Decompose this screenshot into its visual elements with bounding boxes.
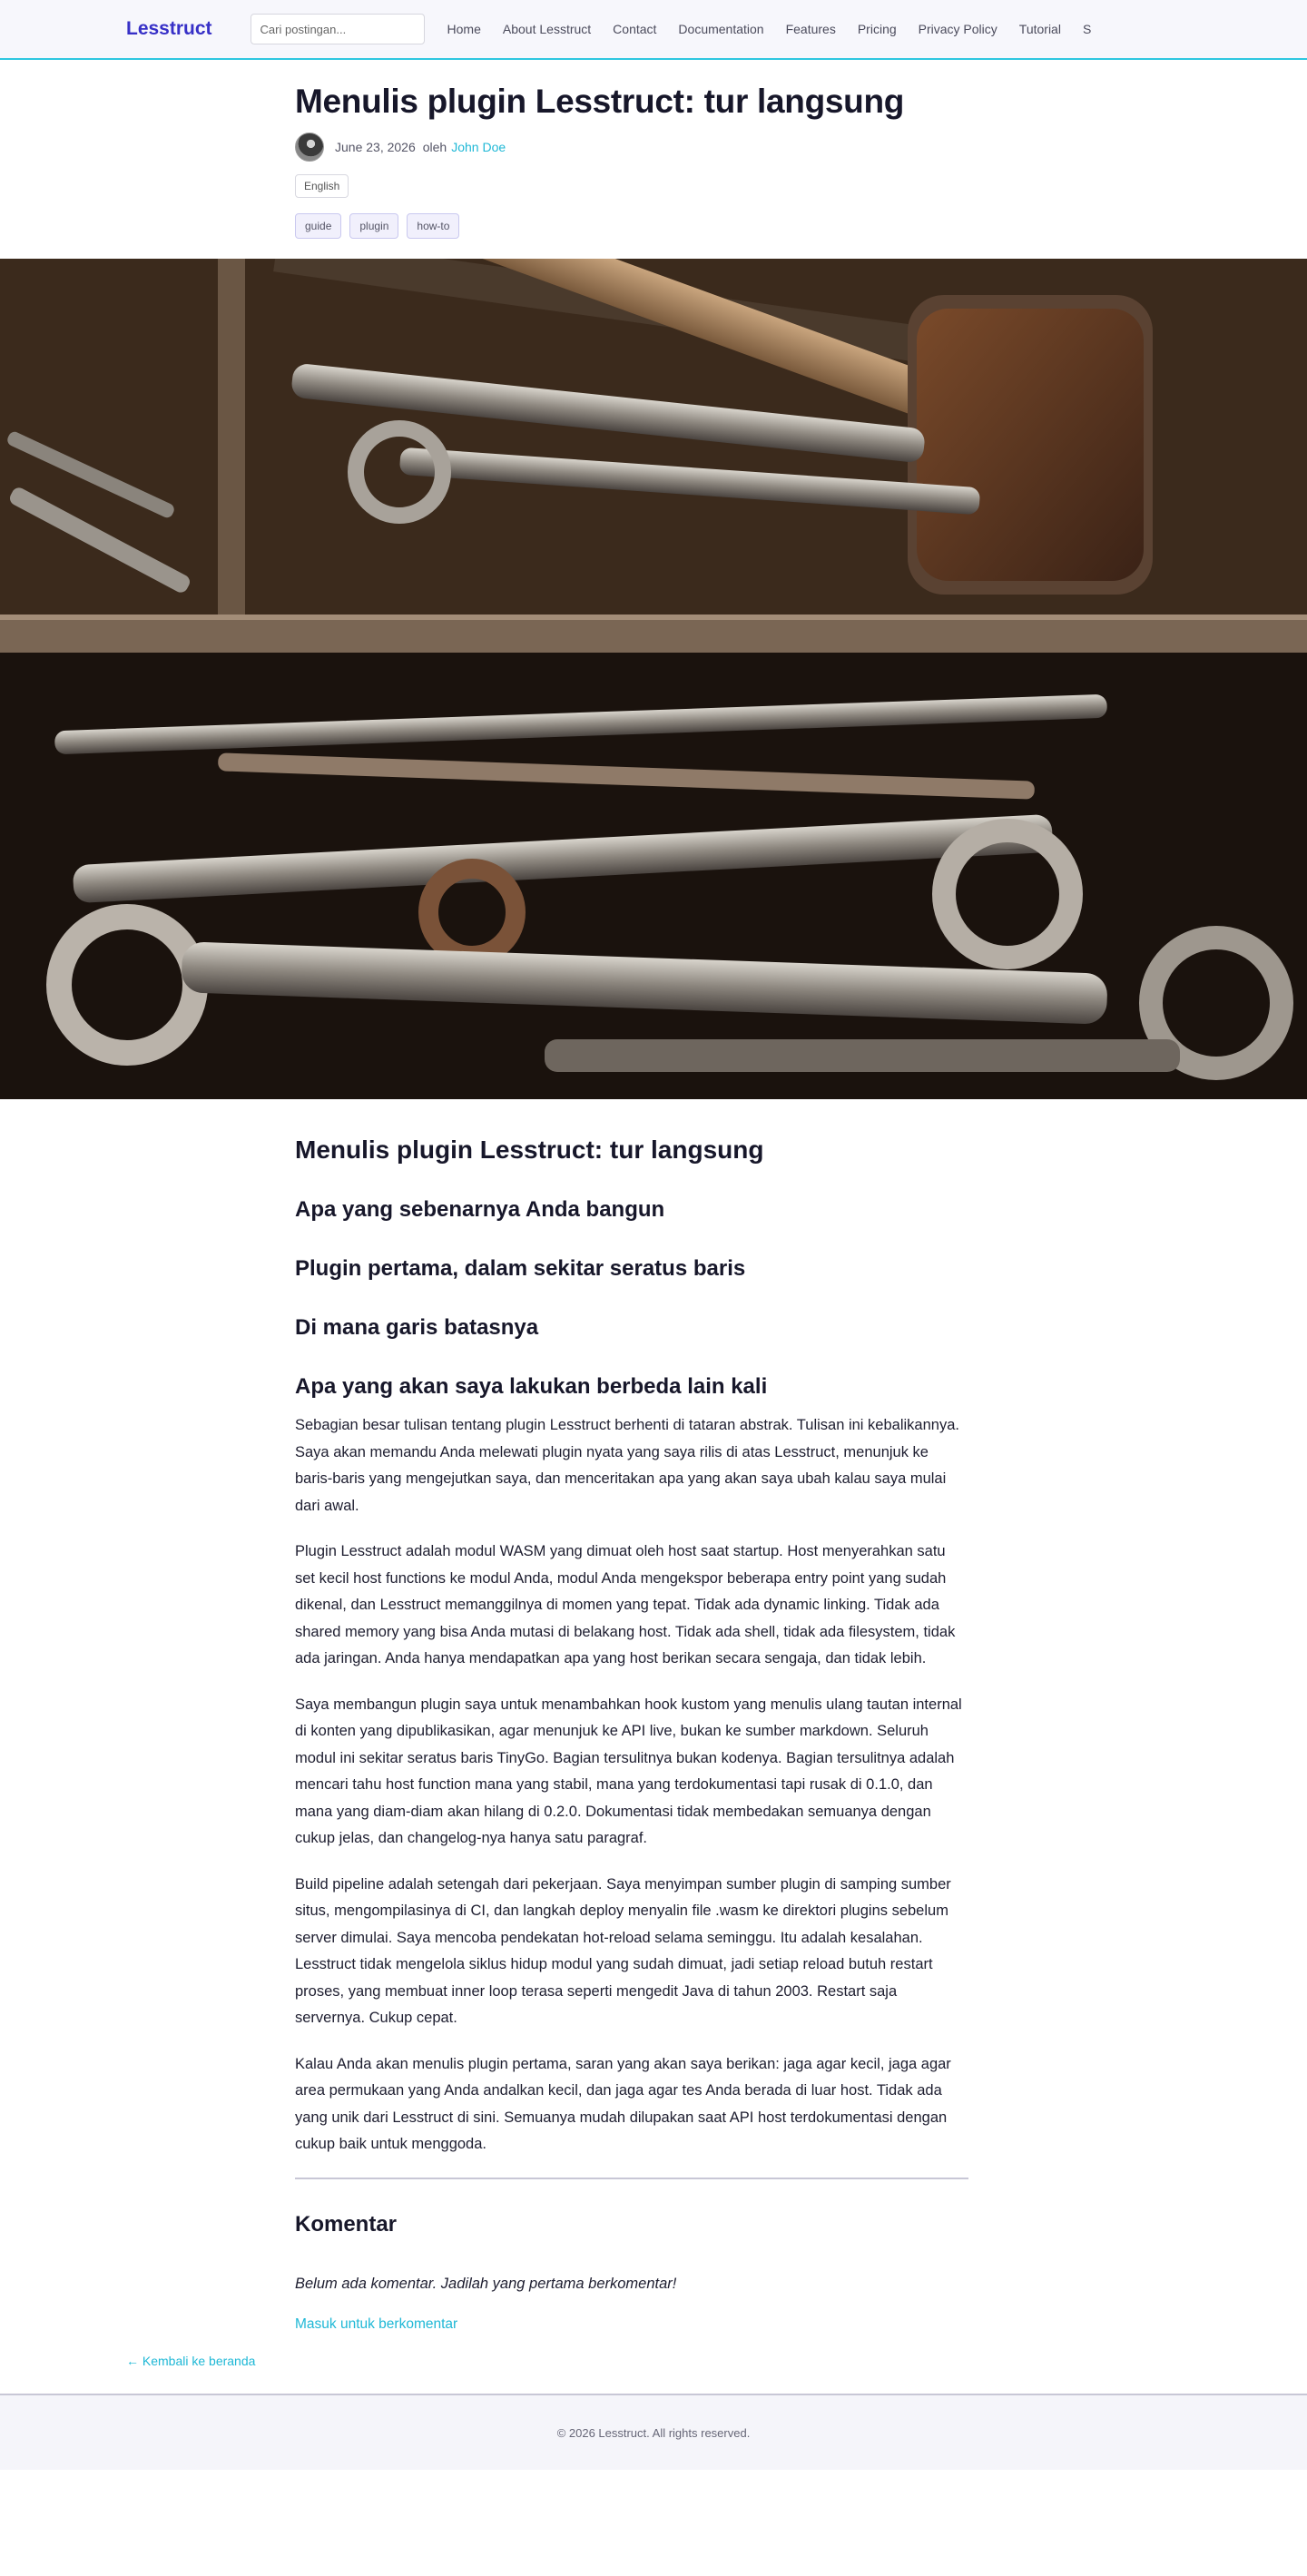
main-nav (447, 22, 1114, 36)
section-heading-3: Di mana garis batasnya (295, 1315, 539, 1341)
brand-logo[interactable]: Lesstruct (126, 18, 212, 39)
article-paragraph: Kalau Anda akan menulis plugin pertama, saran yang akan saya berikan: jaga agar kecil, jaga agar area permukaan yang Anda andalkan kecil, dan jaga agar tes Anda berada di luar host. Tidak ada yang unik dari Lesstruct di sini. Semuanya mudah dilupakan saat API host terdokumentasi dengan cukup baik untuk menggoda. (295, 2055, 951, 2153)
comments-divider (295, 2178, 968, 2179)
nav-tutorial[interactable]: Tutorial (1018, 22, 1061, 36)
article-paragraph: Sebagian besar tulisan tentang plugin Lesstruct berhenti di tataran abstrak. Tulisan ini kebalikannya. Saya akan memandu Anda melewati plugin nyata yang saya rilis di atas Lesstruct, menunjuk ke baris-baris yang mengejutkan saya, dan menceritakan apa yang akan saya ubah kalau saya mulai dari awal. (295, 1417, 959, 1514)
copyright-text: © 2026 Lesstruct. All rights reserved. (556, 2425, 751, 2440)
article-body (295, 1099, 967, 2333)
author-link[interactable]: John Doe (451, 140, 506, 155)
nav-pricing[interactable]: Pricing (857, 22, 897, 36)
author-avatar (295, 133, 324, 162)
tag-plugin[interactable]: plugin (349, 213, 398, 239)
back-to-home-link[interactable]: ← Kembali ke beranda (126, 2354, 256, 2369)
nav-documentation[interactable]: Documentation (678, 22, 764, 36)
tag-how-to[interactable]: how-to (407, 213, 459, 239)
tag-guide[interactable]: guide (295, 213, 341, 239)
post-meta (295, 133, 976, 162)
article-paragraph: Plugin Lesstruct adalah modul WASM yang dimuat oleh host saat startup. Host menyerahkan satu set kecil host functions ke modul Anda, modul Anda mengekspor beberapa entry point yang sudah dikenal, dan Lesstruct memanggilnya di momen yang tepat. Tidak ada dynamic linking. Tidak ada shared memory yang bisa Anda mutasi di belakang host. Tidak ada shell, tidak ada filesystem, tidak ada jaringan. Anda hanya mendapatkan apa yang host berikan secara sengaja, dan tidak lebih. (295, 1543, 956, 1667)
comments-title: Komentar (295, 2211, 398, 2237)
article-paragraph: Build pipeline adalah setengah dari pekerjaan. Saya menyimpan sumber plugin di samping sumber situs, mengompilasinya di CI, dan langkah deploy menyalin file .wasm ke direktori plugins sebelum server dimulai. Saya mencoba pendekatan hot-reload selama seminggu. Itu adalah kesalahan. Lesstruct tidak mengelola siklus hidup modul yang sudah dimuat, jadi setiap reload butuh restart proses, yang membuat inner loop terasa seperti mengedit Java di tahun 2003. Restart saja servernya. Cukup cepat. (295, 1875, 951, 2027)
nav-contact[interactable]: Contact (613, 22, 657, 36)
comments-empty-text: Belum ada komentar. Jadilah yang pertama berkomentar! (295, 2275, 677, 2292)
post-by-label: oleh (422, 140, 447, 155)
article-title: Menulis plugin Lesstruct: tur langsung (295, 1136, 764, 1165)
article-paragraph: Saya membangun plugin saya untuk menambahkan hook kustom yang menulis ulang tautan internal di konten yang dipublikasikan, agar menunjuk ke API live, bukan ke sumber markdown. Seluruh modul ini sekitar seratus baris TinyGo. Bagian tersulitnya bukan kodenya. Bagian tersulitnya adalah mencari tahu host function mana yang stabil, mana yang terdokumentasi tapi rusak di 0.1.0, dan mana yang diam-diam akan hilang di 0.2.0. Dokumentasi tidak membedakan semuanya dengan cukup jelas, dan changelog-nya hanya satu paragraf. (295, 1696, 962, 1847)
nav-privacy-policy[interactable]: Privacy Policy (918, 22, 997, 36)
post-header (295, 60, 976, 259)
search-input[interactable] (251, 14, 425, 44)
site-header (0, 0, 1307, 60)
section-heading-1: Apa yang sebenarnya Anda bangun (295, 1197, 665, 1223)
nav-features[interactable]: Features (785, 22, 836, 36)
section-heading-4: Apa yang akan saya lakukan berbeda lain kali (295, 1374, 768, 1400)
nav-truncated-item[interactable]: S (1082, 22, 1092, 36)
login-to-comment-link[interactable]: Masuk untuk berkomentar (295, 2316, 458, 2333)
nav-home[interactable]: Home (447, 22, 481, 36)
hero-image (0, 259, 1307, 1099)
post-title: Menulis plugin Lesstruct: tur langsung (295, 83, 905, 120)
nav-about[interactable]: About Lesstruct (502, 22, 592, 36)
site-footer (0, 2394, 1307, 2470)
post-date: June 23, 2026 (335, 140, 416, 155)
language-badge[interactable]: English (295, 174, 349, 198)
comments-section (295, 2212, 967, 2334)
tag-list (295, 213, 976, 239)
section-heading-2: Plugin pertama, dalam sekitar seratus baris (295, 1256, 746, 1282)
